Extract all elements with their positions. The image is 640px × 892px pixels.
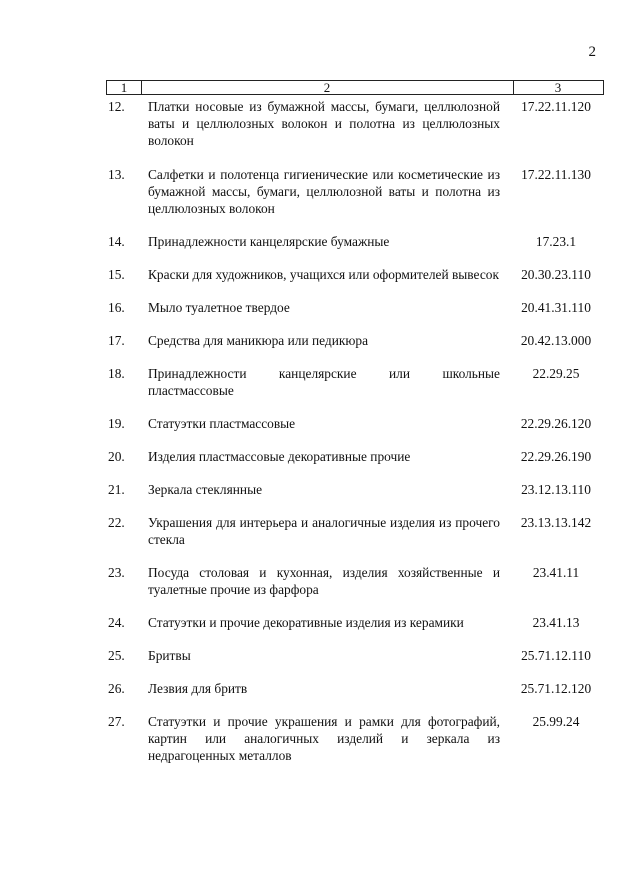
row-number: 23. (108, 565, 125, 580)
row-code: 22.29.26.120 (520, 416, 592, 431)
table-row (106, 415, 604, 432)
row-number: 21. (108, 482, 125, 497)
row-description: Статуэтки и прочие декоративные изделия из керамики (148, 615, 464, 630)
row-description: Бритвы (148, 648, 191, 663)
row-code: 22.29.25 (532, 366, 580, 381)
row-code: 25.71.12.120 (520, 681, 592, 696)
classification-table (106, 80, 604, 764)
row-number: 24. (108, 615, 125, 630)
row-code: 23.41.13 (532, 615, 580, 630)
table-row (106, 299, 604, 316)
row-code: 20.42.13.000 (520, 333, 592, 348)
row-code: 25.99.24 (532, 714, 580, 729)
row-number: 18. (108, 366, 125, 381)
row-code: 17.23.1 (535, 234, 577, 249)
table-row (106, 564, 604, 598)
table-row (106, 166, 604, 217)
row-description: Мыло туалетное твердое (148, 300, 290, 315)
row-number: 14. (108, 234, 125, 249)
row-number: 25. (108, 648, 125, 663)
row-number: 27. (108, 714, 125, 729)
row-code: 23.13.13.142 (520, 515, 592, 530)
row-description: Средства для маникюра или педикюра (148, 333, 369, 348)
row-number: 22. (108, 515, 125, 530)
row-code: 23.41.11 (532, 565, 580, 580)
column-header-number: 1 (107, 80, 142, 94)
row-code: 20.41.31.110 (521, 300, 591, 315)
row-description: Статуэтки пластмассовые (148, 416, 296, 431)
column-header-code: 3 (554, 80, 562, 95)
column-header-description: 2 (141, 80, 514, 94)
row-number: 13. (108, 167, 125, 182)
table-row (106, 365, 604, 399)
row-description: Украшения для интерьера и аналогичные изделия из прочего стекла (148, 515, 500, 547)
row-number: 26. (108, 681, 125, 696)
table-row (106, 614, 604, 631)
row-description: Принадлежности канцелярские или школьные пластмассовые (148, 366, 500, 398)
page-number: 2 (588, 44, 596, 60)
row-description: Зеркала стеклянные (148, 482, 263, 497)
row-code: 25.71.12.110 (521, 648, 591, 663)
row-code: 20.30.23.110 (521, 267, 591, 282)
row-number: 16. (108, 300, 125, 315)
row-number: 19. (108, 416, 125, 431)
row-description: Статуэтки и прочие украшения и рамки для фотографий, картин или аналогичных изделий и зеркала из недрагоценных металлов (148, 714, 500, 763)
row-number: 12. (108, 99, 125, 114)
table-row (106, 98, 604, 149)
row-description: Принадлежности канцелярские бумажные (148, 234, 390, 249)
row-description: Салфетки и полотенца гигиенические или косметические из бумажной массы, бумаги, целлюлозной ваты и полотна из целлюлозных волокон (148, 167, 500, 216)
row-number: 20. (108, 449, 125, 464)
table-header (106, 80, 604, 95)
row-description: Краски для художников, учащихся или оформителей вывесок (148, 267, 499, 282)
table-row (106, 713, 604, 764)
table-row (106, 481, 604, 498)
row-description: Посуда столовая и кухонная, изделия хозяйственные и туалетные прочие из фарфора (148, 565, 500, 597)
row-code: 17.22.11.130 (521, 167, 591, 182)
table-row (106, 514, 604, 548)
row-code: 22.29.26.190 (520, 449, 592, 464)
table-row (106, 448, 604, 465)
row-number: 15. (108, 267, 125, 282)
table-row (106, 332, 604, 349)
table-row (106, 266, 604, 283)
row-number: 17. (108, 333, 125, 348)
row-code: 17.22.11.120 (521, 99, 591, 114)
row-description: Изделия пластмассовые декоративные прочие (148, 449, 411, 464)
table-row (106, 680, 604, 697)
row-code: 23.12.13.110 (521, 482, 591, 497)
table-row (106, 647, 604, 664)
row-description: Платки носовые из бумажной массы, бумаги, целлюлозной ваты и целлюлозных волокон и полотна из целлюлозных волокон (148, 99, 500, 148)
row-description: Лезвия для бритв (148, 681, 248, 696)
table-row (106, 233, 604, 250)
